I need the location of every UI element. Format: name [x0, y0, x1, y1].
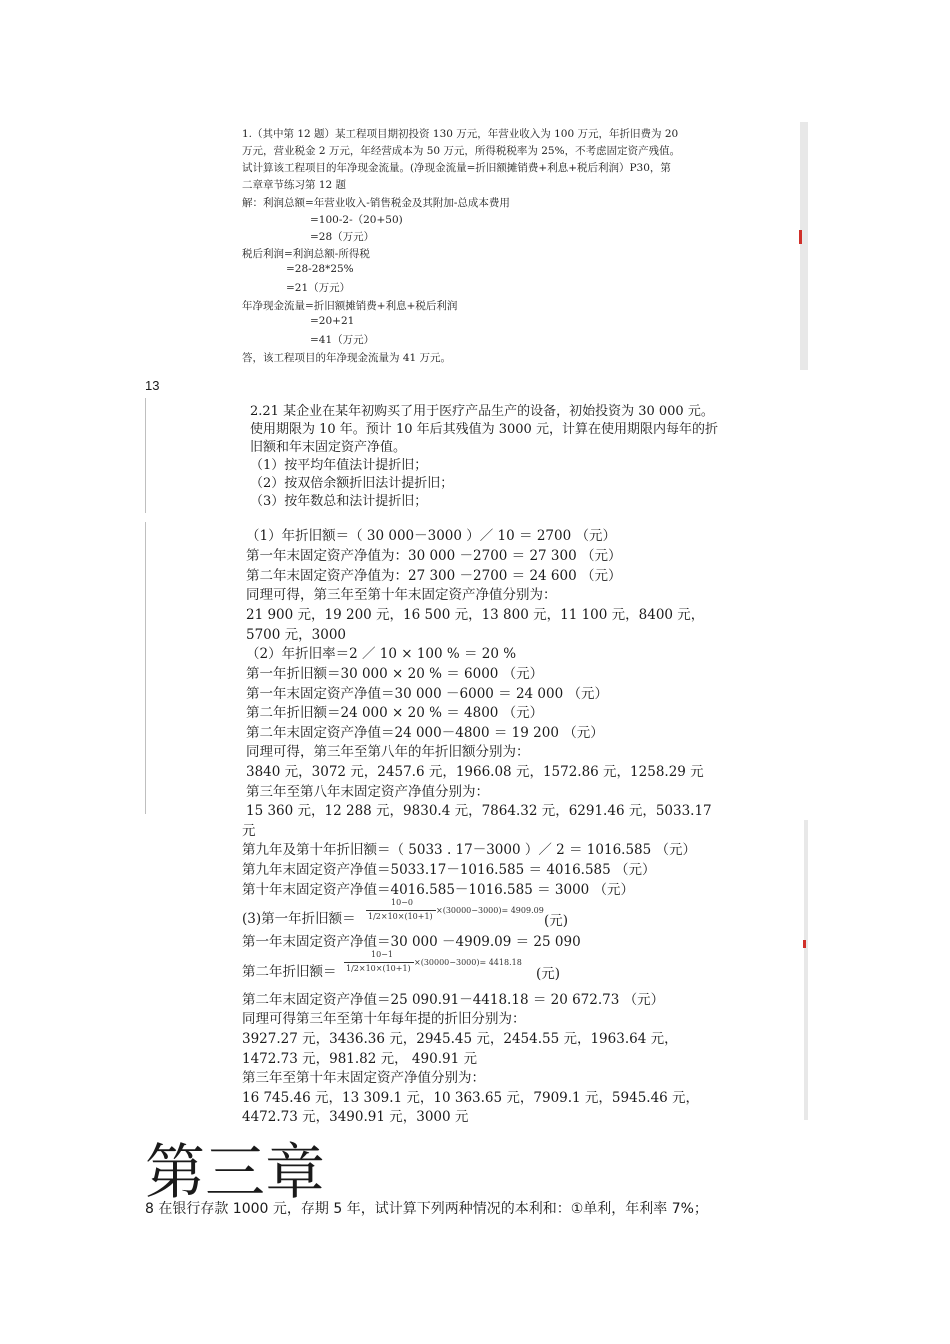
formula-numerator: 10−1 — [371, 950, 393, 959]
scan-edge — [804, 820, 808, 1120]
text-line: 第二年末固定资产净值为：27 300 －2700 ＝ 24 600 （元） — [246, 568, 622, 584]
text-line: 第一年末固定资产净值＝30 000 －4909.09 ＝ 25 090 — [242, 934, 581, 950]
text-line: 同理可得，第三年至第八年的年折旧额分别为： — [246, 744, 530, 760]
text-line: 使用期限为 10 年。预计 10 年后其残值为 3000 元，计算在使用期限内每年的折 — [250, 422, 718, 437]
text-line: 1.（其中第 12 题）某工程项目期初投资 130 万元，年营业收入为 100 万元，年折旧费为 20 — [242, 128, 679, 140]
text-line: =20+21 — [310, 315, 355, 327]
text-line: 5700 元，3000 — [246, 627, 347, 643]
text-line: 3840 元，3072 元，2457.6 元，1966.08 元，1572.86 元，1258.29 元 — [246, 764, 704, 780]
formula-unit: (元) — [544, 913, 569, 929]
text-line: =100-2-（20+50) — [310, 214, 403, 226]
text-line: =28（万元） — [310, 231, 375, 243]
text-line: 万元，营业税金 2 万元，年经营成本为 50 万元，所得税税率为 25%，不考虑固定资产残值。 — [242, 145, 681, 157]
text-line: 答，该工程项目的年净现金流量为 41 万元。 — [242, 352, 452, 364]
text-line: 第三年至第八年末固定资产净值分别为： — [246, 784, 489, 800]
text-line: 第二年折旧额＝24 000 × 20 % ＝ 4800 （元） — [246, 705, 544, 721]
text-line: 第三年至第十年末固定资产净值分别为： — [242, 1070, 485, 1086]
formula-numerator: 10−0 — [391, 898, 413, 907]
text-line: 15 360 元，12 288 元，9830.4 元，7864.32 元，6291.46 元，5033.17 — [246, 803, 712, 819]
formula-unit: (元) — [536, 966, 561, 982]
text-line: 1472.73 元，981.82 元， 490.91 元 — [242, 1051, 477, 1067]
scan-mark — [799, 230, 802, 244]
text-line: （1）按平均年值法计提折旧； — [250, 458, 428, 473]
text-line: 第九年末固定资产净值＝5033.17－1016.585 ＝ 4016.585 （元） — [242, 862, 656, 878]
text-line: =28-28*25% — [286, 263, 354, 275]
question-8-text: 8 在银行存款 1000 元，存期 5 年，试计算下列两种情况的本利和：①单利，年利率 7%； — [145, 1201, 708, 1217]
text-line: 16 745.46 元，13 309.1 元，10 363.65 元，7909.1 元，5945.46 元， — [242, 1090, 700, 1106]
text-line: 年净现金流量=折旧额摊销费+利息+税后利润 — [242, 300, 458, 312]
scan-mark — [803, 940, 806, 948]
text-line: 3927.27 元，3436.36 元，2945.45 元，2454.55 元，1963.64 元， — [242, 1031, 678, 1047]
text-line: 第二年末固定资产净值＝25 090.91－4418.18 ＝ 20 672.73 （元） — [242, 992, 665, 1008]
formula-denominator: 1/2×10×(10+1) — [368, 912, 433, 921]
text-line: 第一年末固定资产净值＝30 000 －6000 ＝ 24 000 （元） — [246, 686, 608, 702]
text-line: 二章章节练习第 12 题 — [242, 179, 347, 191]
text-line: 元 — [242, 823, 256, 839]
text-line: 第十年末固定资产净值＝4016.585－1016.585 ＝ 3000 （元） — [242, 882, 635, 898]
text-line: =21（万元） — [286, 282, 351, 294]
formula-denominator: 1/2×10×(10+1) — [346, 964, 411, 973]
formula-prefix: 第二年折旧额＝ — [242, 964, 337, 980]
text-line: 21 900 元，19 200 元，16 500 元，13 800 元，11 100 元，8400 元， — [246, 607, 705, 623]
text-line: （3）按年数总和法计提折旧； — [250, 494, 428, 509]
fraction-bar — [366, 910, 436, 911]
divider — [145, 398, 146, 513]
text-line: （1）年折旧额＝（ 30 000－3000 ）／ 10 ＝ 2700 （元） — [246, 528, 616, 544]
text-line: 第九年及第十年折旧额＝（ 5033 . 17－3000 ）／ 2 ＝ 1016.585 （元） — [242, 842, 697, 858]
text-line: 第一年末固定资产净值为：30 000 －2700 ＝ 27 300 （元） — [246, 548, 622, 564]
text-line: 税后利润=利润总额-所得税 — [242, 248, 370, 260]
text-line: 旧额和年末固定资产净值。 — [250, 440, 407, 455]
fraction-bar — [344, 962, 414, 963]
text-line: 解：利润总额=年营业收入-销售税金及其附加-总成本费用 — [242, 197, 510, 209]
page-marker: 13 — [145, 378, 160, 393]
text-line: 4472.73 元，3490.91 元，3000 元 — [242, 1109, 469, 1125]
text-line: 2.21 某企业在某年初购买了用于医疗产品生产的设备，初始投资为 30 000 元。 — [250, 404, 714, 419]
text-line: 同理可得，第三年至第十年末固定资产净值分别为： — [246, 587, 557, 603]
scan-edge — [800, 122, 808, 370]
scan-block-problem-2 — [238, 396, 808, 511]
chapter-heading: 第三章 — [145, 1138, 325, 1208]
text-line: =41（万元） — [310, 334, 375, 346]
divider — [145, 522, 146, 814]
text-line: （2）按双倍余额折旧法计提折旧； — [250, 476, 454, 491]
text-line: 第一年折旧额＝30 000 × 20 % ＝ 6000 （元） — [246, 666, 544, 682]
text-line: （2）年折旧率＝2 ／ 10 × 100 % ＝ 20 % — [246, 646, 517, 662]
text-line: 同理可得第三年至第十年每年提的折旧分别为： — [242, 1011, 526, 1027]
formula-prefix: (3)第一年折旧额＝ — [242, 911, 356, 927]
scan-block-solution — [238, 520, 808, 1125]
formula-tail: ×(30000−3000)= 4418.18 — [414, 958, 522, 967]
formula-tail: ×(30000−3000)= 4909.09 — [436, 906, 544, 915]
text-line: 试计算该工程项目的年净现金流量。(净现金流量=折旧额摊销费+利息+税后利润）P30，第 — [242, 162, 671, 174]
scan-block-problem-1 — [238, 122, 808, 370]
text-line: 第二年末固定资产净值＝24 000－4800 ＝ 19 200 （元） — [246, 725, 604, 741]
